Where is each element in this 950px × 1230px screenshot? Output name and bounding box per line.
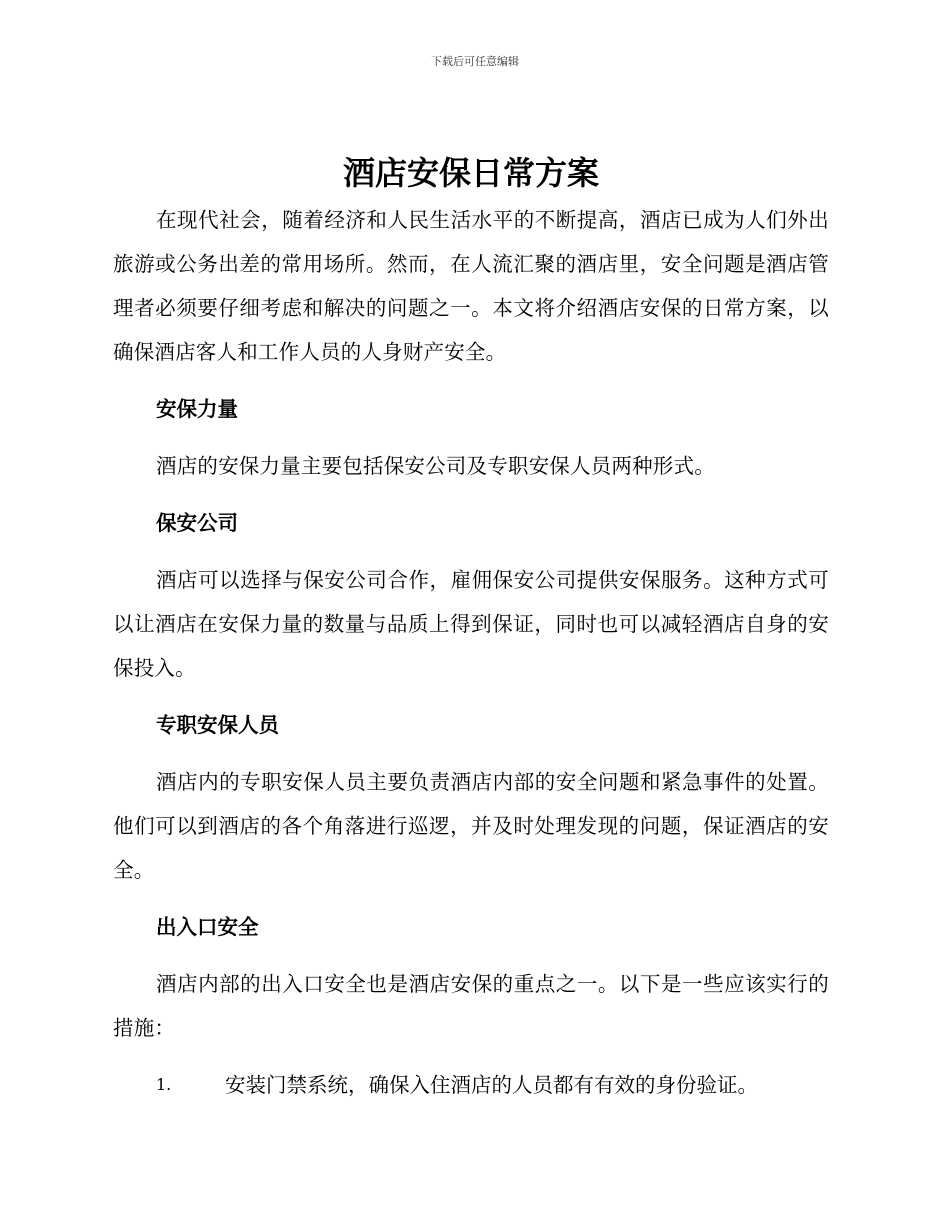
section-heading-dedicated-staff: 专职安保人员 <box>156 713 279 737</box>
list-item-text: 安装门禁系统，确保入住酒店的人员都有有效的身份验证。 <box>225 1073 758 1097</box>
list-item-number: 1. <box>156 1075 172 1094</box>
security-company-paragraph: 酒店可以选择与保安公司合作，雇佣保安公司提供安保服务。这种方式可以让酒店在安保力量的数量与品质上得到保证，同时也可以减轻酒店自身的安保投入。 <box>113 568 829 680</box>
list-item <box>113 1063 829 1107</box>
entrance-paragraph: 酒店内部的出入口安全也是酒店安保的重点之一。以下是一些应该实行的措施： <box>113 972 829 1040</box>
entrance-measures-list <box>113 1063 829 1107</box>
section-heading-entrance: 出入口安全 <box>156 915 259 939</box>
document-title: 酒店安保日常方案 <box>342 154 599 192</box>
security-force-paragraph: 酒店的安保力量主要包括保安公司及专职安保人员两种形式。 <box>156 454 715 478</box>
section-heading-security-force: 安保力量 <box>156 397 238 421</box>
document-body <box>113 148 829 1107</box>
section-heading-security-company: 保安公司 <box>156 511 238 535</box>
dedicated-staff-paragraph: 酒店内的专职安保人员主要负责酒店内部的安全问题和紧急事件的处置。他们可以到酒店的各个角落进行巡逻，并及时处理发现的问题，保证酒店的安全。 <box>113 770 829 882</box>
page-header-note: 下载后可任意编辑 <box>431 55 519 68</box>
intro-paragraph: 在现代社会，随着经济和人民生活水平的不断提高，酒店已成为人们外出旅游或公务出差的常用场所。然而，在人流汇聚的酒店里，安全问题是酒店管理者必须要仔细考虑和解决的问题之一。本文将介绍酒店安保的日常方案，以确保酒店客人和工作人员的人身财产安全。 <box>113 208 829 364</box>
